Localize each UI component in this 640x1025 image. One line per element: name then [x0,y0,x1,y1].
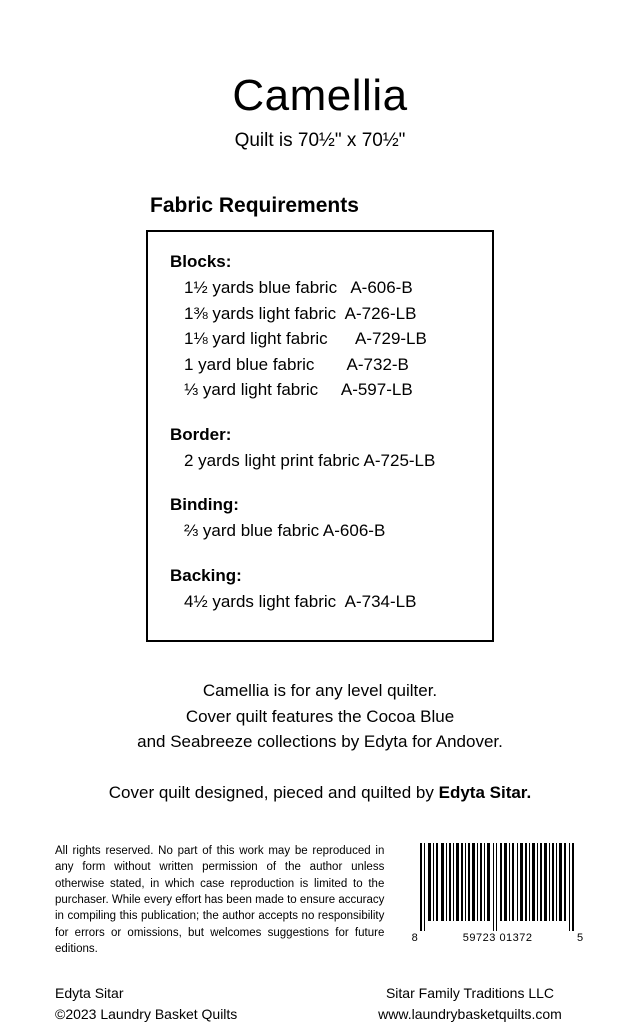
barcode-image [412,843,584,931]
barcode-right-digit: 5 [577,931,584,944]
credit-prefix: Cover quilt designed, pieced and quilted by [108,782,439,802]
fabric-line: 1 yard blue fabric A-732-B [184,354,409,374]
section-title: Backing: [170,565,242,585]
section-title: Border: [170,424,232,444]
fabric-section-border [148,425,492,474]
barcode-left-digit: 8 [411,931,419,944]
description-line: and Seabreeze collections by Edyta for Andover. [137,732,503,752]
section-title: Blocks: [170,252,232,272]
description-line: Camellia is for any level quilter. [202,681,438,701]
footer-author: Edyta Sitar [55,985,124,1002]
fabric-line: 1½ yards blue fabric A-606-B [184,278,413,298]
fabric-requirements-box [146,230,494,642]
fabric-line: 1⅜ yards light fabric A-726-LB [184,303,417,323]
legal-text: All rights reserved. No part of this work may be reproduced in any form without written permission of the author unless otherwise stated, in which case reproduction is limited to the purchaser. While every effort has been made to ensure accuracy in compiling this publication; the author accepts no responsibility for errors or omissions, but welcomes suggestions for future editions. [55,844,385,955]
barcode-middle-digits: 59723 01372 [462,931,533,944]
footer-copyright: ©2023 Laundry Basket Quilts [55,1006,238,1023]
fabric-line: ⅔ yard blue fabric A-606-B [184,521,386,541]
fabric-section-binding [148,495,492,544]
footer-company-block [355,983,585,1025]
fabric-section-backing [148,566,492,615]
page-title: Camellia [232,71,408,120]
page-footer [0,957,640,1025]
description-paragraph [0,678,640,755]
legal-and-barcode-row [0,843,640,957]
fabric-line: 1⅛ yard light fabric A-729-LB [184,329,427,349]
barcode-digits [412,932,584,944]
footer-website[interactable]: www.laundrybasketquilts.com [378,1006,562,1023]
fabric-line: 4½ yards light fabric A-734-LB [184,591,417,611]
fabric-requirements-heading: Fabric Requirements [150,194,359,218]
fabric-line: ⅓ yard light fabric A-597-LB [184,380,413,400]
credit-name: Edyta Sitar. [438,782,532,802]
fabric-line: 2 yards light print fabric A-725-LB [184,450,436,470]
barcode [410,843,585,944]
description-line: Cover quilt features the Cocoa Blue [185,706,455,726]
footer-company: Sitar Family Traditions LLC [385,985,555,1002]
fabric-section-blocks [148,252,492,403]
section-title: Binding: [170,495,239,515]
quilt-size-subtitle: Quilt is 70½" x 70½" [234,130,406,152]
designer-credit [0,783,640,803]
footer-author-block [55,983,237,1025]
